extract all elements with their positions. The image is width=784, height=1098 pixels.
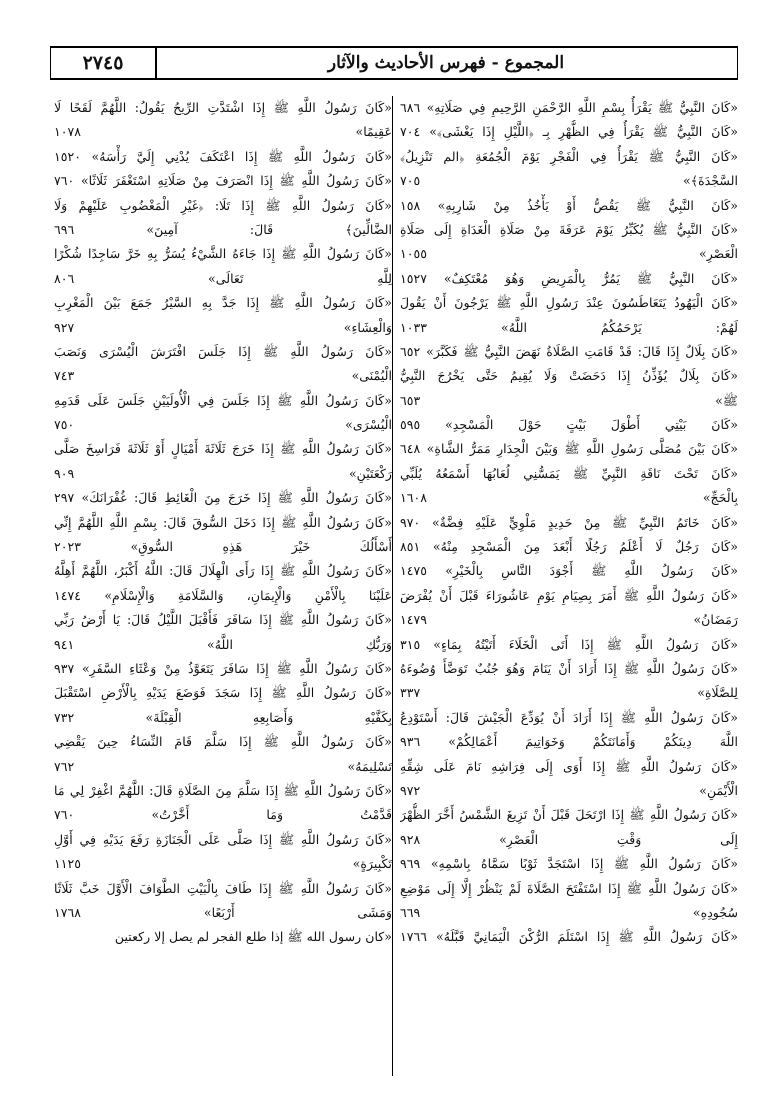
- index-line: «كَانَ رَسُولُ اللَّهِ ﷺ أَجْوَدَ النَّاسِ بِالْخَيْرِ» ١٤٧٥: [400, 563, 738, 579]
- index-line: «كَانَ رَسُولُ اللَّهِ ﷺ إِذَا أَوَى إِلَى فِرَاشِهِ نَامَ عَلَى شِقِّهِ: [400, 758, 738, 774]
- index-line: الْعَصْرِ» ١٠٥٥: [400, 246, 738, 262]
- index-line: «كَانَ بَيْتِي أَطْوَلَ بَيْتٍ حَوْلَ الْمَسْجِدِ» ٥٩٥: [400, 417, 738, 433]
- index-line: لِلَّهِ تَعَالَى» ٨٠٦: [54, 270, 392, 286]
- index-line: «كَانَ رَسُولُ اللَّهِ ﷺ إِذَا أَتَى الْخَلَاءَ أَتَيْتُهُ بِمَاءٍ» ٣١٥: [400, 636, 738, 652]
- index-line: وَمَشَى أَرْبَعًا» ١٧٦٨: [54, 904, 392, 920]
- index-line: السَّجْدَةَ﴾» ٧٠٥: [400, 173, 738, 189]
- index-line: أَسْأَلُكَ خَيْرَ هَذِهِ السُّوقِ» ٢٠٢٣: [54, 539, 392, 555]
- index-line: «كَانَ بِلَالٌ إِذَا قَالَ: قَدْ قَامَتِ الصَّلَاةُ نَهَضَ النَّبِيُّ ﷺ فَكَبَّرَ» ٦٥٢: [400, 343, 738, 359]
- index-line: وَرَبُّكِ اللَّهُ» ٩٤١: [54, 636, 392, 652]
- index-line: الْيُمْنَى» ٧٤٣: [54, 368, 392, 384]
- index-line: «كَانَ رَسُولُ اللَّهِ ﷺ إِذَا خَرَجَ ثَلَاثَةَ أَمْيَالٍ أَوْ ثَلَاثَةَ فَرَاسِخَ صَلَّى: [54, 441, 392, 457]
- index-line: «كَانَ بَيْنَ مُصَلَّى رَسُولِ اللَّهِ ﷺ وَبَيْنَ الْجِدَارِ مَمَرُّ الشَّاةِ» ٦٤٨: [400, 441, 738, 457]
- index-line: «كَانَ رَسُولُ اللَّهِ ﷺ إِذَا اسْتَلَمَ الرُّكْنَ الْيَمَانِيَّ قَبَّلَهُ» ١٧٦٦: [400, 929, 738, 945]
- index-line: رَكْعَتَيْنِ» ٩٠٩: [54, 465, 392, 481]
- index-line: «كَانَ رَسُولُ اللَّهِ ﷺ إِذَا اعْتَكَفَ يُدْنِي إِلَيَّ رَأْسَهُ» ١٥٢٠: [54, 148, 392, 164]
- index-line: «كَانَ رَسُولُ اللَّهِ ﷺ إِذَا جَاءَهُ الشَّيْءُ يُسَرُّ بِهِ خَرَّ سَاجِدًا شُكْرًا: [54, 246, 392, 262]
- index-line: لِلصَّلَاةِ» ٣٣٧: [400, 685, 738, 701]
- index-line: «كَانَ رَجُلٌ لَا أَعْلَمُ رَجُلًا أَبْعَدَ مِنَ الْمَسْجِدِ مِنْهُ» ٨٥١: [400, 539, 738, 555]
- index-line: إِلَى وَقْتِ الْعَصْرِ» ٩٢٨: [400, 831, 738, 847]
- index-line: تَسْلِيمَهُ» ٧٦٢: [54, 758, 392, 774]
- index-line: «كَانَ بِلَالٌ يُؤَذِّنُ إِذَا دَحَضَتْ وَلَا يُقِيمُ حَتَّى يَخْرُجَ النَّبِيُّ: [400, 368, 738, 384]
- index-line: عَلَيْنَا بِالْأَمْنِ وَالْإِيمَانِ، وَالسَّلَامَةِ وَالْإِسْلَامِ» ١٤٧٤: [54, 587, 392, 603]
- index-line: تَكْبِيرَةٍ» ١١٢٥: [54, 856, 392, 872]
- index-line: «كَانَ النَّبِيُّ ﷺ يَمُرُّ بِالْمَرِيضِ وَهُوَ مُعْتَكِفٌ» ١٥٢٧: [400, 270, 738, 286]
- index-line: «كَانَ رَسُولُ اللَّهِ ﷺ إِذَا اشْتَدَّتِ الرِّيحُ يَقُولُ: اللَّهُمَّ لَقَحًا لَا: [54, 100, 392, 115]
- index-line: «كَانَ رَسُولُ اللَّهِ ﷺ إِذَا اسْتَفْتَحَ الصَّلَاةَ لَمْ يَنْظُرْ إِلَّا إِلَى مَوْضِعِ: [400, 880, 738, 896]
- running-title: المجموع - فهرس الأحاديث والآثار: [327, 53, 565, 73]
- index-line: «كَانَ رَسُولُ اللَّهِ ﷺ إِذَا سَافَرَ يَتَعَوَّذُ مِنْ وَعْثَاءِ السَّفَرِ» ٩٣٧: [54, 660, 392, 676]
- index-line: «كَانَ رَسُولُ اللَّهِ ﷺ إِذَا طَافَ بِالْبَيْتِ الطَّوَافَ الْأَوَّلَ خَبَّ ثَلَاثًا: [54, 880, 392, 896]
- page-header: [50, 46, 738, 80]
- index-line: «كَانَ النَّبِيُّ ﷺ يَقْرَأُ فِي الظُّهْرِ بِـ ﴿اللَّيْلِ إِذَا يَغْشَى﴾» ٧٠٤: [400, 124, 738, 140]
- index-line: سُجُودِهِ» ٦٦٩: [400, 904, 738, 920]
- index-line: الْيُسْرَى» ٧٥٠: [54, 417, 392, 433]
- index-line: «كَانَ رَسُولُ اللَّهِ ﷺ أَمَرَ بِصِيَامِ يَوْمِ عَاشُورَاءَ قَبْلَ أَنْ يُفْرَضَ: [400, 587, 738, 603]
- header-divider: [155, 48, 157, 78]
- index-line: «كَانَ رَسُولُ اللَّهِ ﷺ إِذَا سَلَّمَ مِنَ الصَّلَاةِ قَالَ: اللَّهُمَّ اغْفِرْ لِي مَا: [54, 782, 392, 798]
- index-line: «كَانَ رَسُولُ اللَّهِ ﷺ إِذَا سَلَّمَ قَامَ النِّسَاءُ حِينَ يَقْضِي: [54, 734, 392, 750]
- index-line: وَالْعِشَاءِ» ٩٢٧: [54, 319, 392, 335]
- index-line: «كَانَ تَحْتَ نَاقَةِ النَّبِيِّ ﷺ يَمَسُّنِي لُعَابُهَا أَسْمَعُهُ يُلَبِّي: [400, 465, 738, 481]
- column-divider: [392, 96, 393, 1076]
- index-line: «كَانَ رَسُولُ اللَّهِ ﷺ إِذَا خَرَجَ مِنَ الْغَائِطِ قَالَ: غُفْرَانَكَ» ٢٩٧: [54, 490, 392, 506]
- index-line: «كَانَ رَسُولُ اللَّهِ ﷺ إِذَا جَلَسَ فِي الْأُولَيَيْنِ جَلَسَ عَلَى قَدَمِهِ: [54, 392, 392, 408]
- index-line: «كَانَ رَسُولُ اللَّهِ ﷺ إِذَا سَجَدَ فَوَضَعَ يَدَيْهِ بِالْأَرْضِ اسْتَقْبَلَ: [54, 685, 392, 701]
- index-line: «كَانَ رَسُولُ اللَّهِ ﷺ إِذَا دَخَلَ السُّوقَ قَالَ: بِسْمِ اللَّهِ اللَّهُمَّ إِنِّي: [54, 514, 392, 530]
- index-line: «كَانَ النَّبِيُّ ﷺ يَقْرَأُ فِي الْفَجْرِ يَوْمَ الْجُمُعَةِ ﴿الم تَنْزِيلُ﴾: [400, 148, 738, 164]
- index-line: بِكَفَّيْهِ وَأَصَابِعِهِ الْقِبْلَةَ» ٧٣٢: [54, 709, 392, 725]
- index-line: «كَانَ رَسُولُ اللَّهِ ﷺ إِذَا ارْتَحَلَ قَبْلَ أَنْ تَزِيغَ الشَّمْسُ أَخَّرَ الظُّهْرَ: [400, 807, 738, 823]
- index-line: «كَانَ رَسُولُ اللَّهِ ﷺ إِذَا اسْتَجَدَّ ثَوْبًا سَمَّاهُ بِاسْمِهِ» ٩٦٩: [400, 856, 738, 872]
- index-line: «كَانَ النَّبِيُّ ﷺ يَقْرَأُ بِسْمِ اللَّهِ الرَّحْمَنِ الرَّحِيمِ فِي صَلَاتِهِ» ٦٨٦: [400, 100, 738, 115]
- index-line: «كَانَ رَسُولُ اللَّهِ ﷺ إِذَا سَافَرَ فَأَقْبَلَ اللَّيْلُ قَالَ: يَا أَرْضُ رَبِّي: [54, 612, 392, 628]
- index-line: «كَانَ رَسُولُ اللَّهِ ﷺ إِذَا تَلَا: ﴿غَيْرِ الْمَغْضُوبِ عَلَيْهِمْ وَلَا: [54, 197, 392, 213]
- index-line: بِالْحَجِّ» ١٦٠٨: [400, 490, 738, 506]
- index-line: «كَانَ رَسُولُ اللَّهِ ﷺ إِذَا جَدَّ بِهِ السَّيْرُ جَمَعَ بَيْنَ الْمَغْرِبِ: [54, 295, 392, 311]
- left-column: [54, 96, 392, 1076]
- index-line: رَمَضَانُ» ١٤٧٩: [400, 612, 738, 628]
- index-line: الْأَيْمَنِ» ٩٧٢: [400, 782, 738, 798]
- index-line: «كَانَ النَّبِيُّ ﷺ يَقُصُّ أَوْ يَأْخُذُ مِنْ شَارِبِهِ» ١٥٨: [400, 197, 738, 213]
- index-line: «كَانَ رَسُولُ اللَّهِ ﷺ إِذَا صَلَّى عَلَى الْجَنَازَةِ رَفَعَ يَدَيْهِ فِي أَوَّلِ: [54, 831, 392, 847]
- right-column: [400, 96, 738, 1076]
- index-line: قَدَّمْتُ وَمَا أَخَّرْتُ» ٧٦٠: [54, 807, 392, 823]
- index-line: «كَانَ الْيَهُودُ يَتَعَاطَسُونَ عِنْدَ رَسُولِ اللَّهِ ﷺ يَرْجُونَ أَنْ يَقُولَ: [400, 295, 738, 311]
- index-line: ﷺ» ٦٥٣: [400, 392, 738, 408]
- index-line: اللَّهَ دِينَكُمْ وَأَمَانَتَكُمْ وَخَوَاتِيمَ أَعْمَالِكُمْ» ٩٣٦: [400, 734, 738, 750]
- index-line: «كان رسول الله ﷺ إذا طلع الفجر لم يصل إلا ركعتين: [114, 929, 392, 945]
- index-line: «كَانَ رَسُولُ اللَّهِ ﷺ إِذَا أَرَادَ أَنْ يُوَدِّعَ الْجَيْشَ قَالَ: أَسْتَوْدِعُ: [400, 709, 738, 725]
- index-line: «كَانَ خَاتَمُ النَّبِيِّ ﷺ مِنْ حَدِيدٍ مَلْوِيٍّ عَلَيْهِ فِضَّةٌ» ٩٧٠: [400, 514, 738, 530]
- index-line: «كَانَ رَسُولُ اللَّهِ ﷺ إِذَا أَرَادَ أَنْ يَنَامَ وَهُوَ جُنُبٌ تَوَضَّأَ وُضُوءَهُ: [400, 660, 738, 676]
- index-line: «كَانَ رَسُولُ اللَّهِ ﷺ إِذَا انْصَرَفَ مِنْ صَلَاتِهِ اسْتَغْفَرَ ثَلَاثًا» ٧٦٠: [54, 173, 392, 189]
- index-line: الضَّالِّينَ﴾ قَالَ: آمِينَ» ٦٩٦: [54, 221, 392, 237]
- page-number: ٢٧٤٥: [82, 52, 124, 74]
- index-line: «كَانَ النَّبِيُّ ﷺ يُكَبِّرُ يَوْمَ عَرَفَةَ مِنْ صَلَاةِ الْغَدَاةِ إِلَى صَلَاةِ: [400, 221, 738, 237]
- index-line: «كَانَ رَسُولُ اللَّهِ ﷺ إِذَا رَأَى الْهِلَالَ قَالَ: اللَّهُ أَكْبَرُ، اللَّهُمَّ أَهِلَّهُ: [54, 563, 392, 579]
- index-line: «كَانَ رَسُولُ اللَّهِ ﷺ إِذَا جَلَسَ افْتَرَشَ الْيُسْرَى وَنَصَبَ: [54, 343, 392, 359]
- index-line: لَهُمْ: يَرْحَمُكُمُ اللَّهُ» ١٠٣٣: [400, 319, 738, 335]
- index-line: عَقِيمًا» ١٠٧٨: [54, 124, 392, 140]
